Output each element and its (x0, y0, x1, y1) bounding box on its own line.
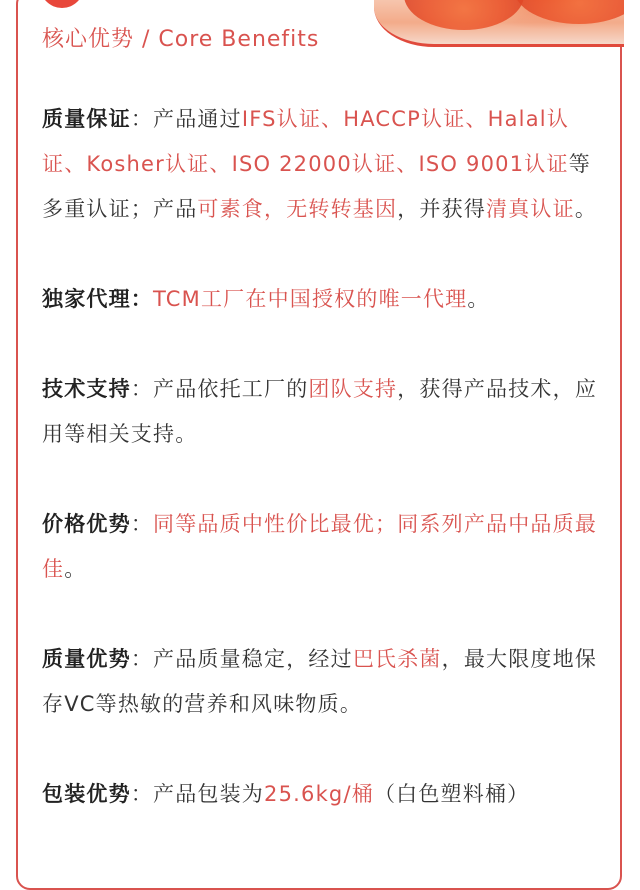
benefit-text: ：产品通过 (130, 107, 242, 131)
benefit-highlight: 同等品质中性价比最优；同系列产品中品质最佳 (42, 512, 598, 581)
benefit-text: ，最大限度地保存VC等热敏的营养和风味物质。 (42, 647, 598, 716)
benefit-text: 。 (574, 197, 598, 221)
benefit-quality (42, 637, 598, 727)
benefit-price (42, 502, 598, 592)
benefit-label: 价格优势 (42, 512, 131, 536)
benefit-highlight: IFS认证、HACCP认证、Halal认证、Kosher认证、ISO 22000认证、ISO 9001认证 (42, 107, 570, 176)
section-subtitle: 核心优势 / Core Benefits (42, 27, 320, 52)
benefit-text: ：产品质量稳定，经过 (130, 647, 353, 671)
benefit-label: 质量保证 (42, 107, 131, 131)
benefit-highlight: TCM工厂在中国授权的唯一代理 (153, 287, 468, 311)
benefit-text: 等多重认证；产品 (42, 152, 591, 221)
header-photo (374, 0, 624, 47)
fruit-image (514, 0, 624, 24)
benefit-text: 。 (467, 287, 490, 311)
benefit-packaging (42, 772, 598, 817)
benefit-text: ： (130, 512, 154, 536)
benefit-label: 独家代理： (42, 287, 153, 311)
benefit-text: ：产品依托工厂的 (130, 377, 309, 401)
benefit-tech-support (42, 367, 598, 457)
benefit-text: （白色塑料桶） (373, 782, 530, 806)
benefit-highlight: 巴氏杀菌 (352, 647, 442, 671)
benefit-highlight: 团队支持 (308, 377, 398, 401)
benefit-highlight: 清真认证 (486, 197, 575, 221)
benefit-text: 。 (64, 557, 87, 581)
fruit-image (404, 0, 524, 30)
benefit-text: ：产品包装为 (130, 782, 265, 806)
benefit-text: ，并获得 (397, 197, 487, 221)
benefit-highlight: 可素食，无转转基因 (197, 197, 398, 221)
benefit-text: ，获得产品技术，应用等相关支持。 (42, 377, 598, 446)
benefit-quality-assurance (42, 97, 598, 232)
benefit-label: 包装优势 (42, 782, 131, 806)
benefit-label: 质量优势 (42, 647, 131, 671)
benefit-label: 技术支持 (42, 377, 131, 401)
benefit-exclusive-agent (42, 277, 598, 322)
benefits-list (42, 97, 598, 817)
benefit-highlight: 25.6kg/桶 (264, 782, 374, 806)
